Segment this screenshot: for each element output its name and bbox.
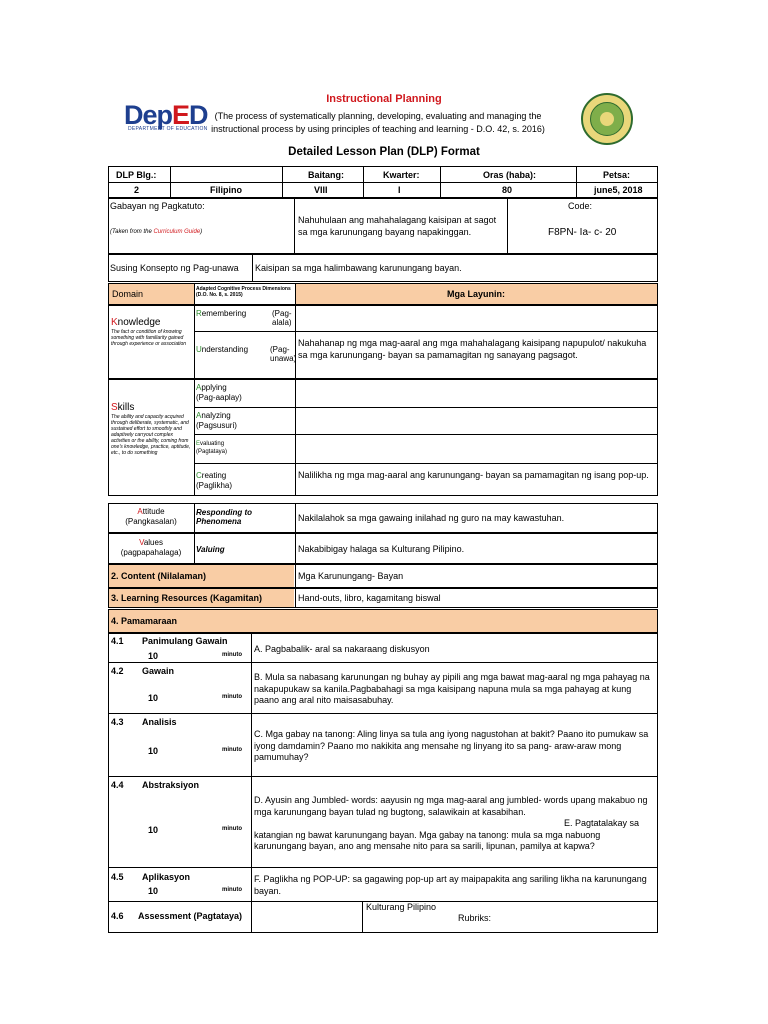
- attitude-label: Attitude: [137, 507, 165, 516]
- step-title: Panimulang Gawain: [142, 636, 228, 646]
- attitude-objective: Nakilalahok sa mga gawaing inilahad ng guro na may kawastuhan.: [298, 513, 565, 523]
- step-minutes: 10: [148, 693, 159, 703]
- content-label: 2. Content (Nilalaman): [111, 571, 207, 581]
- gabayan-label: Gabayan ng Pagkatuto:: [110, 201, 205, 211]
- oras-header: Oras (haba):: [483, 170, 537, 180]
- adapted-dimensions-label: Adapted Cognitive Process Dimensions (D.O. No. 8, s. 2015): [196, 286, 291, 298]
- deped-logo: DepED: [124, 100, 208, 130]
- step-minutes-unit: minuto: [222, 652, 242, 658]
- attitude-fil: (Pangkasalan): [125, 517, 177, 526]
- baitang-value: VIII: [314, 185, 328, 195]
- step-minutes-unit: minuto: [222, 826, 242, 832]
- kulturang-pilipino-label: Kulturang Pilipino: [366, 902, 437, 912]
- dlp-number-header: DLP Blg.:: [116, 170, 157, 180]
- deped-logo-subtitle: DEPARTMENT OF EDUCATION: [128, 126, 208, 132]
- instructional-planning-title: Instructional Planning: [326, 93, 442, 105]
- step-number: 4.4: [111, 780, 124, 790]
- step-minutes-unit: minuto: [222, 747, 242, 753]
- knowledge-description: The fact or condition of knowing something with familiarity gained through experience or association: [111, 329, 187, 347]
- analyzing-fil: (Pagsusuri): [196, 421, 237, 430]
- step-number: 4.3: [111, 717, 124, 727]
- remembering-label: Remembering: [196, 309, 247, 318]
- content-text: Mga Karunungang- Bayan: [298, 571, 404, 581]
- step-text: B. Mula sa nabasang karunungan ng buhay ay pipili ang mga bawat mag-aaral ng mga pahayag na nakapupukaw sa kanila.Pagbabahagi sa mga kaisipang napuna mula sa mga pahayag at kung paano ang aral nito maisasabuhay.: [254, 672, 650, 705]
- values-level: Valuing: [196, 545, 225, 554]
- instructional-planning-description: (The process of systematically planning, developing, evaluating and managing the instructional process by using principles of teaching and learning - D.O. 42, s. 2016): [211, 111, 545, 134]
- step-minutes-unit: minuto: [222, 694, 242, 700]
- code-label: Code:: [568, 201, 593, 211]
- step-title: Abstraksiyon: [142, 780, 200, 790]
- step-text: A. Pagbabalik- aral sa nakaraang diskusyon: [254, 644, 430, 654]
- evaluating-fil: (Pagtataya): [196, 449, 228, 455]
- resources-label: 3. Learning Resources (Kagamitan): [111, 593, 263, 603]
- values-fil: (pagpapahalaga): [120, 548, 182, 557]
- petsa-value: june5, 2018: [594, 185, 643, 195]
- creating-label: Creating: [196, 471, 227, 480]
- step-number: 4.6: [111, 911, 124, 921]
- dlp-format-title: Detailed Lesson Plan (DLP) Format: [288, 146, 480, 158]
- creating-objective: Nalilikha ng mga mag-aaral ang karunungang- bayan sa pamamagitan ng isang pop-up.: [298, 470, 649, 480]
- pamamaraan-label: 4. Pamamaraan: [111, 616, 178, 626]
- step-text: C. Mga gabay na tanong: Aling linya sa tula ang iyong nagustohan at bakit? Paano ito pumukaw sa iyong damdamin? Paano mo nakikita ang mensahe ng linyang ito sa pang- araw-araw mong pamumuhay?: [254, 729, 649, 762]
- kwarter-value: I: [398, 185, 401, 195]
- dlp-number-value: 2: [134, 185, 140, 195]
- code-value: F8PN- Ia- c- 20: [548, 227, 617, 238]
- deped-seal-icon: [581, 93, 633, 145]
- step-number: 4.5: [111, 872, 124, 882]
- mga-layunin-label: Mga Layunin:: [447, 289, 505, 299]
- step-minutes: 10: [148, 886, 159, 896]
- creating-fil: (Paglikha): [196, 481, 233, 490]
- step-number: 4.2: [111, 666, 124, 676]
- step-text: F. Paglikha ng POP-UP: sa gagawing pop-up art ay maipapakita ang sariling likha na karunungang bayan.: [254, 874, 647, 896]
- applying-fil: (Pag-aaplay): [196, 393, 242, 402]
- baitang-header: Baitang:: [308, 170, 344, 180]
- kwarter-header: Kwarter:: [383, 170, 420, 180]
- gabayan-text: Nahuhulaan ang mahahalagang kaisipan at sagot sa mga karunungang bayang napakinggan.: [298, 215, 497, 237]
- step-minutes: 10: [148, 825, 159, 835]
- applying-label: Applying: [196, 383, 227, 392]
- step-title: Assessment (Pagtataya): [138, 911, 243, 921]
- domain-label: Domain: [112, 289, 144, 299]
- values-label: Values: [139, 538, 163, 547]
- understanding-fil: (Pag-unawa): [270, 345, 297, 363]
- step-text-2: E. Pagtatalakay sa katangian ng bawat karunungang bayan. Mga gabay na tanong: mula sa mga nabuong karunungang bayan, ano ang mensahe nito para sa sarili, lipunan, pamilya at kapwa?: [254, 818, 640, 851]
- understanding-label: Understanding: [196, 345, 249, 354]
- skills-label: Skills: [111, 402, 135, 413]
- step-title: Analisis: [142, 717, 177, 727]
- values-objective: Nakabibigay halaga sa Kulturang Pilipino.: [298, 544, 465, 554]
- step-minutes: 10: [148, 746, 159, 756]
- rubriks-label: Rubriks:: [458, 913, 492, 923]
- attitude-level: Responding to Phenomena: [196, 508, 252, 526]
- knowledge-label: Knowledge: [111, 317, 161, 328]
- evaluating-label: Evaluating: [196, 441, 225, 447]
- resources-text: Hand-outs, libro, kagamitang biswal: [298, 593, 441, 603]
- step-title: Gawain: [142, 666, 175, 676]
- oras-value: 80: [502, 185, 513, 195]
- step-minutes: 10: [148, 651, 159, 661]
- subject-value: Filipino: [210, 185, 242, 195]
- step-minutes-unit: minuto: [222, 887, 242, 893]
- step-text: D. Ayusin ang Jumbled- words: aayusin ng mga mag-aaral ang jumbled- words upang makabuo ng mga karunungang bayan tulad ng bugtong, salawikain at kasabihan.: [254, 795, 648, 817]
- curriculum-guide-note: (Taken from the Curriculum Guide): [110, 229, 203, 235]
- understanding-objective: Nahahanap ng mga mag-aaral ang mga mahahalagang kaisipang napupulot/ nakukuha sa mga karunungang- bayan sa pamamagitan ng sanayang pagsagot.: [298, 338, 647, 360]
- pamamaraan-header: [108, 609, 658, 633]
- skills-description: The ability and capacity acquired through deliberate, systematic, and sustained effort to smoothly and adaptively carryout complex activities or the ability, coming from one's knowledge, practice, aptitude, etc., to do something: [111, 414, 191, 456]
- step-title: Aplikasyon: [142, 872, 191, 882]
- remembering-fil: (Pag-alala): [272, 309, 292, 327]
- susi-label: Susing Konsepto ng Pag-unawa: [110, 263, 239, 273]
- susi-text: Kaisipan sa mga halimbawang karunungang bayan.: [255, 263, 462, 273]
- analyzing-label: Analyzing: [196, 411, 231, 420]
- document-header: [0, 0, 768, 170]
- step-number: 4.1: [111, 636, 124, 646]
- petsa-header: Petsa:: [603, 170, 631, 180]
